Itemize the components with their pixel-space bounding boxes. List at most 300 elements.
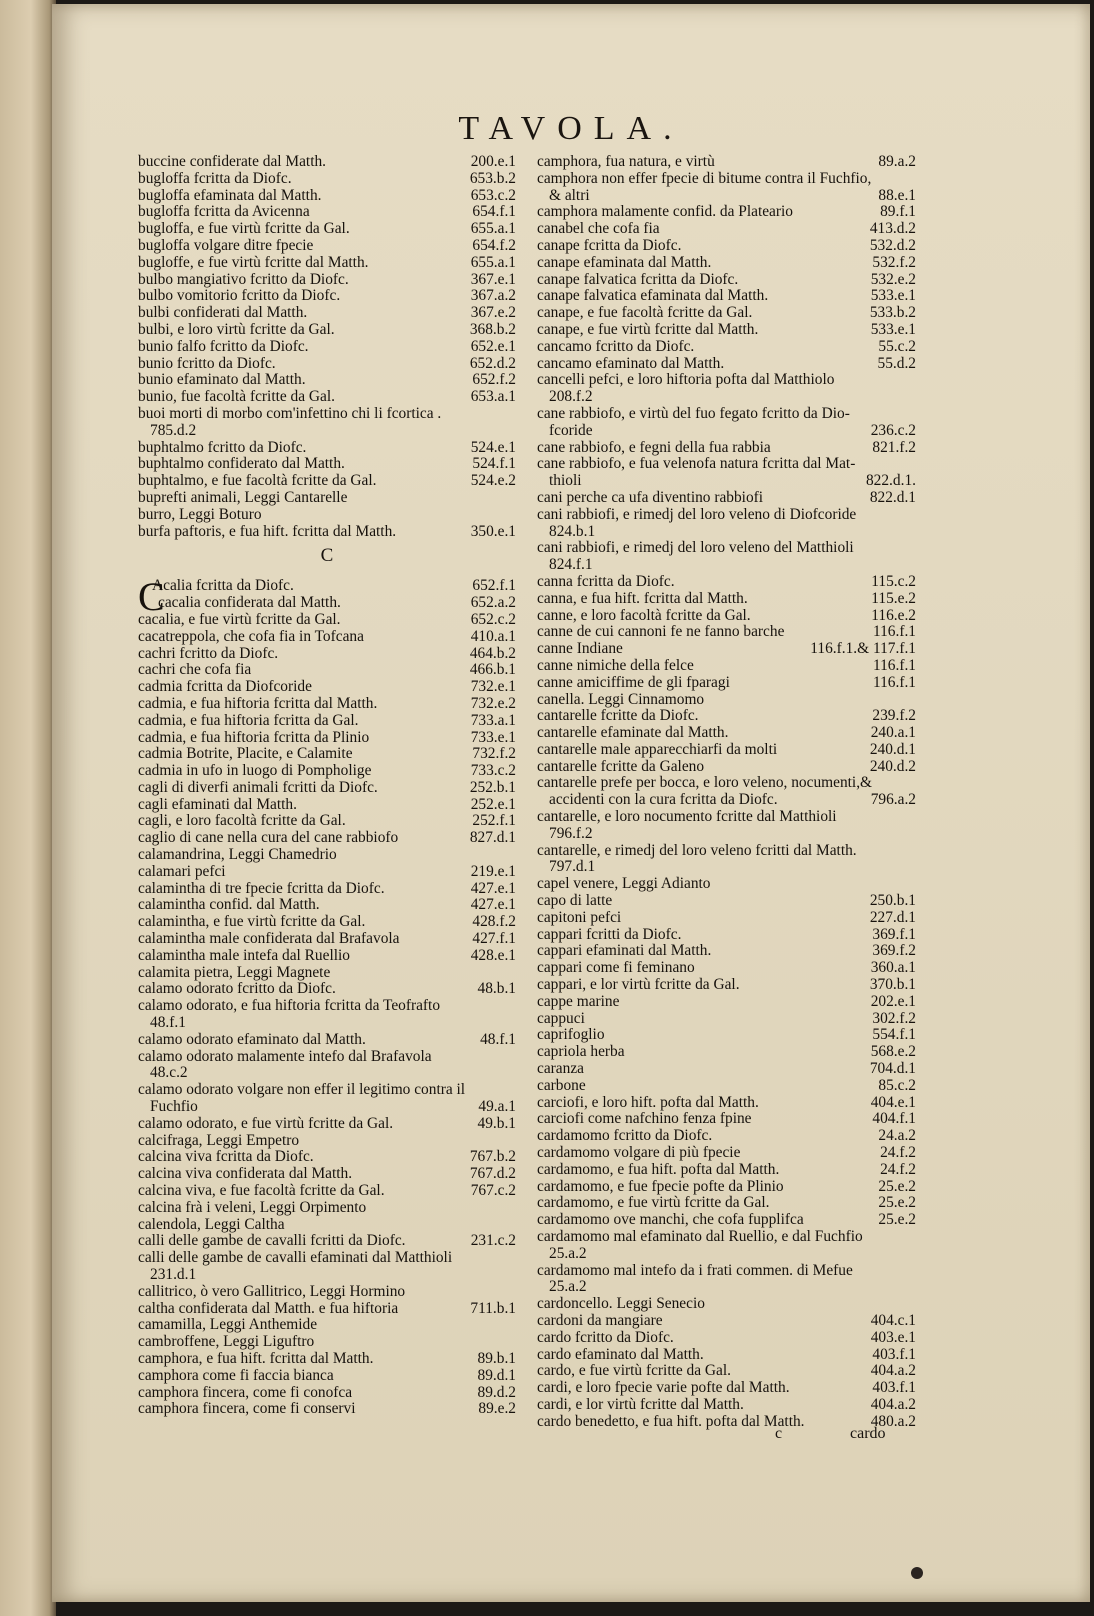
index-entry [138,255,516,272]
entry-text: cagli efaminati dal Matth. [138,795,297,813]
index-entry [138,322,516,339]
entry-text: calendola, Leggi Caltha [138,1215,285,1233]
entry-text: calli delle gambe de cavalli efaminati dal Matthioli [138,1249,453,1267]
entry-ref: 89.d.1 [477,1366,516,1384]
entry-ref: 733.a.1 [470,711,516,729]
index-entry [138,372,516,389]
entry-text: bunio fcritto da Diofc. [138,354,276,372]
index-entry-continuation [537,859,916,876]
entry-ref: 48.b.1 [477,980,516,998]
index-entry [537,507,916,524]
entry-ref: 115.e.2 [871,589,916,607]
index-entry [537,1229,916,1246]
entry-text: canne nimiche della felce [537,656,694,674]
entry-ref: 410.a.1 [470,627,516,645]
entry-text: 231.d.1 [150,1266,197,1283]
entry-text: cardamomo fcritto da Diofc. [537,1127,713,1145]
entry-text: canape efaminata dal Matth. [537,253,712,271]
index-entry-continuation [138,423,516,440]
entry-ref: 48.f.1 [480,1030,516,1048]
index-entry [138,914,516,931]
entry-text: cantarelle male apparecchiarfi da molti [537,740,778,758]
entry-ref: 653.a.1 [470,388,516,406]
index-entry [138,507,516,524]
entry-text: canne amiciffime de gli fparagi [537,673,730,691]
entry-ref: 25.e.2 [878,1194,916,1212]
entry-text: bugloffa efaminata dal Matth. [138,186,322,204]
entry-text: cantarelle, e loro nocumento fcritte dal Matthioli [537,808,837,826]
entry-text: calamo odorato efaminato dal Matth. [138,1030,366,1048]
entry-ref: 733.c.2 [470,762,516,780]
entry-ref: 532.e.2 [870,270,916,288]
index-entry [138,288,516,305]
entry-ref: 403.f.1 [872,1345,916,1363]
index-entry [537,540,916,557]
entry-ref: 302.f.2 [872,1009,916,1027]
index-entry [138,595,516,612]
index-entry [138,662,516,679]
entry-ref: 767.c.2 [470,1182,516,1200]
entry-text: cardamomo mal intefo da i frati commen. di Mefue [537,1261,853,1279]
index-entry [537,1296,916,1313]
entry-ref: 822.d.1. [865,472,916,490]
dropcap-letter: C [138,574,165,620]
section-letter: C [320,545,334,567]
entry-text: cancamo fcritto da Diofc. [537,337,695,355]
entry-text: canape falvatica efaminata dal Matth. [537,287,769,305]
ink-spot [911,1567,923,1579]
index-entry [138,1032,516,1049]
index-entry [138,1166,516,1183]
entry-text: caglio di cane nella cura del cane rabbiofo [138,829,399,847]
entry-ref: 822.d.1 [869,488,916,506]
index-entry-continuation [537,389,916,406]
entry-text: capitoni pefci [537,908,622,926]
entry-ref: 533.b.2 [869,304,916,322]
index-entry [537,658,916,675]
entry-text: bunio falfo fcritto da Diofc. [138,337,309,355]
entry-ref: 55.d.2 [877,354,916,372]
index-entry-continuation [537,792,916,809]
entry-text: cardamomo ove manchi, che cofa fupplifca [537,1211,804,1229]
entry-ref: 532.d.2 [869,236,916,254]
entry-ref: 655.a.1 [470,253,516,271]
index-entry [138,1385,516,1402]
entry-ref: 404.a.2 [870,1362,916,1380]
index-entry [138,1082,516,1099]
entry-ref: 404.f.1 [872,1110,916,1128]
index-entry [138,356,516,373]
entry-text: cadmia in ufo in luogo di Pompholige [138,762,372,780]
entry-text: calamo odorato, e fue virtù fcritte da Gal. [138,1114,394,1132]
index-entry [537,977,916,994]
index-entry [537,1162,916,1179]
index-entry [537,322,916,339]
entry-ref: 369.f.1 [872,925,916,943]
index-entry [138,578,516,595]
entry-text: callitrico, ò vero Gallitrico, Leggi Hormino [138,1282,406,1300]
entry-ref: 653.b.2 [469,169,516,187]
index-entry [537,927,916,944]
index-entry [537,204,916,221]
entry-text: camphora non effer fpecie di bitume contra il Fuchfio, [537,169,872,187]
index-entry [138,1250,516,1267]
book-gutter [0,0,56,1616]
entry-text: bugloffa fcritta da Avicenna [138,203,310,221]
index-entry [537,1027,916,1044]
index-entry [537,356,916,373]
index-entry [138,440,516,457]
index-entry [138,1334,516,1351]
entry-ref: 367.e.1 [470,270,516,288]
entry-text: calcina viva fcritta da Diofc. [138,1148,314,1166]
index-entry [537,339,916,356]
entry-text: capel venere, Leggi Adianto [537,875,711,893]
entry-text: canape, e fue virtù fcritte dal Matth. [537,320,759,338]
index-entry [138,746,516,763]
index-entry [537,1380,916,1397]
entry-text: cardamomo, e fue fpecie pofte da Plinio [537,1177,784,1195]
entry-text: calamo odorato volgare non effer il legitimo contra il [138,1081,466,1099]
entry-ref: 554.f.1 [872,1026,916,1044]
entry-text: cardoni da mangiare [537,1311,663,1329]
entry-text: cappari fcritti da Diofc. [537,925,682,943]
entry-text: cardoncello. Leggi Senecio [537,1295,705,1313]
index-entry [537,725,916,742]
index-entry-continuation [138,1015,516,1032]
index-entry [138,171,516,188]
entry-ref: 652.a.2 [470,594,516,612]
entry-text: & altri [549,186,590,204]
entry-ref: 711.b.1 [470,1299,516,1317]
entry-text: cantarelle prefe per bocca, e loro veleno, nocumenti,& [537,774,873,792]
index-entry [138,679,516,696]
entry-text: calamita pietra, Leggi Magnete [138,963,331,981]
entry-ref: 767.b.2 [469,1148,516,1166]
entry-ref: 24.f.2 [880,1160,916,1178]
index-entry [537,692,916,709]
index-entry [138,473,516,490]
entry-text: caprifoglio [537,1026,605,1044]
entry-ref: 404.a.2 [870,1395,916,1413]
index-entry-continuation [537,1246,916,1263]
index-entry [537,943,916,960]
entry-ref: 367.a.2 [470,287,516,305]
index-entry [138,524,516,541]
entry-text: fcoride [549,421,593,439]
entry-text: cambroffene, Leggi Liguftro [138,1333,315,1351]
entry-list-b [138,154,516,540]
entry-text: canna, e fua hift. fcritta dal Matth. [537,589,748,607]
entry-ref: 767.d.2 [469,1165,516,1183]
index-entry-continuation [537,524,916,541]
entry-text: Fuchfio [150,1098,198,1116]
index-entry [138,1401,516,1418]
entry-text: cane rabbiofo, e fegni della fua rabbia [537,438,771,456]
entry-text: cagli di diverfi animali fcritti da Diofc. [138,778,378,796]
index-entry [537,876,916,893]
entry-text: calcifraga, Leggi Empetro [138,1131,300,1149]
entry-text: cani rabbiofi, e rimedj del loro veleno del Matthioli [537,539,854,557]
entry-ref: 404.c.1 [870,1311,916,1329]
index-entry-continuation [537,473,916,490]
entry-ref: 116.e.2 [871,606,916,624]
entry-text: caltha confiderata dal Matth. e fua hiftoria [138,1299,399,1317]
index-entry [537,1313,916,1330]
index-entry [138,713,516,730]
index-entry [138,1049,516,1066]
entry-text: 796.f.2 [549,824,593,842]
entry-ref: 652.f.1 [472,577,516,595]
index-entry [537,591,916,608]
index-entry [537,1347,916,1364]
entry-text: cadmia fcritta da Diofcoride [138,678,312,696]
index-entry [138,221,516,238]
entry-text: calcina viva, e fue facoltà fcritte da Gal. [138,1182,385,1200]
entry-text: canape falvatica fcritta da Diofc. [537,270,739,288]
entry-ref: 89.b.1 [477,1349,516,1367]
entry-text: bugloffa fcritta da Diofc. [138,169,292,187]
entry-text: camamilla, Leggi Anthemide [138,1316,318,1334]
index-entry [537,843,916,860]
entry-text: cappe marine [537,992,620,1010]
entry-text: canape fcritta da Diofc. [537,236,682,254]
entry-ref: 367.e.2 [470,304,516,322]
index-entry [537,456,916,473]
entry-ref: 252.e.1 [470,795,516,813]
index-entry [537,809,916,826]
index-entry [138,238,516,255]
entry-ref: 524.e.2 [470,472,516,490]
entry-text: camphora fincera, come fi conservi [138,1400,356,1418]
entry-text: cardamomo mal efaminato dal Ruellio, e dal Fuchfio [537,1228,863,1245]
entry-ref: 200.e.1 [470,153,516,170]
entry-text: cacalia confiderata dal Matth. [158,594,341,612]
index-entry [537,272,916,289]
entry-text: cardamomo, e fue virtù fcritte da Gal. [537,1194,770,1212]
entry-text: caranza [537,1060,584,1078]
entry-ref: 55.c.2 [878,337,916,355]
entry-text: camphora fincera, come fi conofca [138,1383,353,1401]
entry-ref: 652.d.2 [469,354,516,372]
entry-text: canape, e fue facoltà fcritte da Gal. [537,304,753,322]
entry-text: cani rabbiofi, e rimedj del loro veleno di Diofcoride [537,505,857,523]
entry-ref: 524.e.1 [470,438,516,456]
entry-text: 208.f.2 [549,388,593,406]
entry-ref: 821.f.2 [872,438,916,456]
index-entry-continuation [138,1267,516,1284]
index-entry [138,1116,516,1133]
entry-text: cardi, e loro fpecie varie pofte dal Matth. [537,1379,790,1397]
index-entry [138,1133,516,1150]
entry-ref: 240.a.1 [870,724,916,742]
entry-text: 797.d.1 [549,858,596,876]
entry-text: camphora, e fua hift. fcritta dal Matth. [138,1349,374,1367]
entry-ref: 480.a.2 [870,1412,916,1430]
entry-ref: 350.e.1 [470,522,516,540]
entry-text: canna fcritta da Diofc. [537,572,675,590]
index-entry [138,813,516,830]
entry-ref: 654.f.1 [472,203,516,221]
entry-text: calli delle gambe de cavalli fcritti da Diofc. [138,1232,406,1250]
signature-mark: c [775,1425,783,1442]
entry-ref: 428.f.2 [472,913,516,931]
entry-text: cancelli pefci, e loro hiftoria pofta dal Matthiolo [537,371,835,389]
entry-ref: 732.f.2 [472,745,516,763]
index-entry [138,1183,516,1200]
entry-text: burfa paftoris, e fua hift. fcritta dal Matth. [138,522,397,540]
entry-text: calamo odorato fcritto da Diofc. [138,980,336,998]
entry-text: bugloffe, e fue virtù fcritte dal Matth. [138,253,369,271]
entry-ref: 88.e.1 [878,186,916,204]
index-entry [537,742,916,759]
entry-text: cadmia Botrite, Placite, e Calamite [138,745,353,763]
index-entry [537,1263,916,1280]
index-entry [138,646,516,663]
index-entry [537,1145,916,1162]
entry-text: buccine confiderate dal Matth. [138,153,327,170]
index-entry [138,406,516,423]
index-entry [138,1149,516,1166]
entry-text: burro, Leggi Boturo [138,505,262,523]
entry-ref: 240.d.1 [869,740,916,758]
index-entry-continuation [138,1099,516,1116]
index-entry-continuation [537,423,916,440]
entry-text: cagli, e loro facoltà fcritte da Gal. [138,812,346,830]
index-entry [138,339,516,356]
index-entry-continuation [537,826,916,843]
entry-ref: 236.c.2 [870,421,916,439]
entry-ref: 652.f.2 [472,371,516,389]
index-entry [138,1301,516,1318]
entry-text: calamintha male intefa dal Ruellio [138,946,350,964]
index-entry-continuation [138,1065,516,1082]
index-entry [537,1061,916,1078]
index-entry [537,574,916,591]
index-entry [138,763,516,780]
entry-text: cadmia, e fua hiftoria fcritta da Plinio [138,728,370,746]
entry-ref: 116.f.1.& 117.f.1 [810,640,916,658]
entry-text: cachri che cofa fia [138,661,252,679]
index-entry [537,440,916,457]
index-entry [138,389,516,406]
entry-text: calcina frà i veleni, Leggi Orpimento [138,1198,367,1216]
entry-ref: 24.f.2 [880,1144,916,1162]
entry-ref: 466.b.1 [469,661,516,679]
index-entry [537,372,916,389]
index-entry [537,1397,916,1414]
entry-text: cantarelle fcritte da Diofc. [537,707,699,725]
index-entry [138,830,516,847]
index-entry [138,864,516,881]
entry-text: calamari pefci [138,862,226,880]
index-entry [138,1351,516,1368]
entry-text: 48.c.2 [150,1064,188,1082]
entry-text: cani perche ca ufa diventino rabbiofi [537,488,764,506]
entry-text: cacalia, e fue virtù fcritte da Gal. [138,610,341,628]
index-entry [138,1200,516,1217]
entry-text: cantarelle efaminate dal Matth. [537,724,729,742]
index-entry [537,960,916,977]
entry-text: buphtalmo, e fue facoltà fcritte da Gal. [138,472,377,490]
entry-text: bunio efaminato dal Matth. [138,371,306,389]
entry-text: bulbi confiderati dal Matth. [138,304,308,322]
entry-ref: 25.e.2 [878,1177,916,1195]
index-entry-continuation [537,188,916,205]
entry-ref: 239.f.2 [872,707,916,725]
entry-text: cardamomo, e fua hift. pofta dal Matth. [537,1160,780,1178]
index-entry [138,456,516,473]
entry-text: cadmia, e fua hiftoria fcritta dal Matth. [138,694,378,712]
index-entry [537,1330,916,1347]
index-entry [138,730,516,747]
catchword: cardo [850,1425,886,1442]
entry-text: carciofi, e loro hift. pofta dal Matth. [537,1093,759,1111]
entry-ref: 89.a.2 [878,153,916,170]
index-entry [537,910,916,927]
entry-ref: 49.a.1 [478,1098,516,1116]
entry-text: cardo benedetto, e fua hift. pofta dal Matth. [537,1412,805,1430]
entry-text: cachri fcritto da Diofc. [138,644,279,662]
entry-text: cappari, e lor virtù fcritte da Gal. [537,976,740,994]
entry-text: cane rabbiofo, e fua velenofa natura fcritta dal Mat- [537,455,856,473]
index-entry [138,797,516,814]
entry-text: buphtalmo confiderato dal Matth. [138,455,345,473]
index-entry [537,1212,916,1229]
index-entry-continuation [537,1279,916,1296]
index-entry [138,305,516,322]
entry-ref: 733.e.1 [470,728,516,746]
entry-text: calamo odorato, e fua hiftoria fcritta da Teofrafto [138,997,441,1015]
index-entry [138,847,516,864]
index-entry [138,881,516,898]
entry-ref: 250.b.1 [869,892,916,910]
index-entry [537,154,916,171]
entry-text: bulbo mangiativo fcritto da Diofc. [138,270,349,288]
entry-ref: 370.b.1 [869,976,916,994]
index-entry [537,1363,916,1380]
entry-ref: 652.c.2 [470,610,516,628]
entry-text: canabel che cofa fia [537,220,660,238]
index-entry [138,981,516,998]
entry-ref: 115.c.2 [871,572,916,590]
entry-text: capo di latte [537,892,613,910]
index-entry-continuation [537,557,916,574]
entry-text: calamintha, e fue virtù fcritte da Gal. [138,913,366,931]
entry-text: camphora malamente confid. da Plateario [537,203,793,221]
index-entry [537,641,916,658]
index-entry [138,948,516,965]
index-entry [138,897,516,914]
entry-ref: 403.e.1 [870,1328,916,1346]
entry-text: canne de cui cannoni fe ne fanno barche [537,623,785,641]
entry-ref: 89.e.2 [478,1400,516,1418]
entry-text: cappari come fi feminano [537,959,695,977]
index-column-right [537,154,916,1431]
entry-text: cardamomo volgare di più fpecie [537,1144,741,1162]
entry-text: thioli [549,472,582,490]
index-entry [537,490,916,507]
entry-text: cantarelle fcritte da Galeno [537,757,705,775]
entry-text: buphtalmo fcritto da Diofc. [138,438,307,456]
entry-ref: 533.e.1 [870,320,916,338]
index-entry [138,490,516,507]
index-entry [138,780,516,797]
entry-text: bulbo vomitorio fcritto da Diofc. [138,287,341,305]
entry-ref: 655.a.1 [470,220,516,238]
entry-text: bunio, fue facoltà fcritte da Gal. [138,388,335,406]
entry-ref: 827.d.1 [469,829,516,847]
